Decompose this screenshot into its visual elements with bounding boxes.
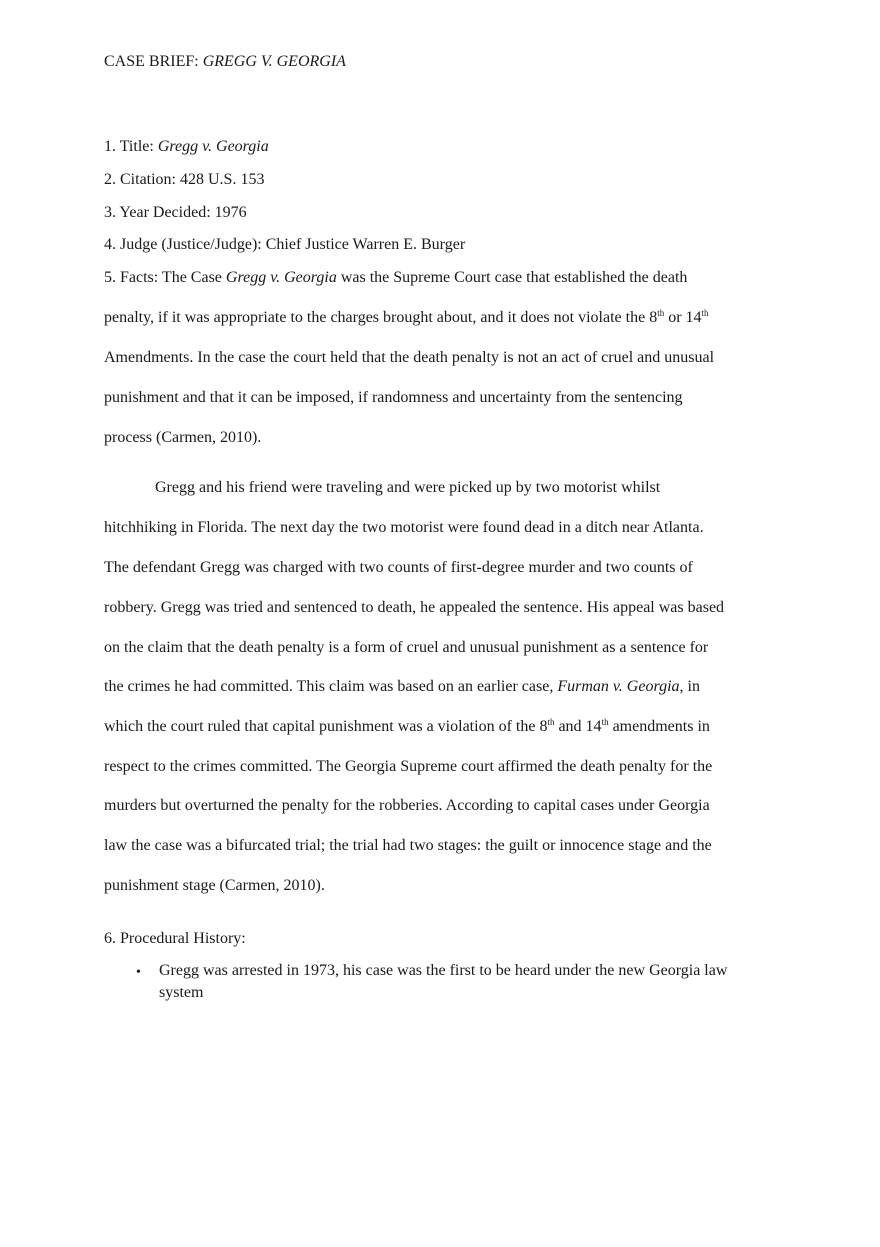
item-title	[104, 137, 269, 157]
para2-line-3: The defendant Gregg was charged with two counts of first-degree murder and two counts of	[104, 559, 693, 576]
para2-line-4: robbery. Gregg was tried and sentenced to death, he appealed the sentence. His appeal was based	[104, 599, 725, 616]
superscript: th	[601, 717, 609, 727]
procedural-heading: 6. Procedural History:	[104, 930, 246, 947]
header-case-name: GREGG V. GEORGIA	[202, 53, 346, 70]
facts-text: 5. Facts: The Case	[104, 269, 226, 286]
facts-text: penalty, if it was appropriate to the charges brought about, and it does not violate the 8	[104, 309, 658, 326]
facts-line-1	[104, 268, 687, 288]
item-citation: 2. Citation: 428 U.S. 153	[104, 171, 265, 188]
para2-line-2: hitchhiking in Florida. The next day the two motorist were found dead in a ditch near Atlanta.	[104, 519, 704, 536]
bullet-icon: •	[136, 965, 141, 980]
para2-line-10: law the case was a bifurcated trial; the trial had two stages: the guilt or innocence stage and the	[104, 837, 712, 854]
para2-line-5: on the claim that the death penalty is a form of cruel and unusual punishment as a sentence for	[104, 639, 709, 656]
para2-text: and 14	[554, 718, 602, 735]
superscript: th	[547, 717, 555, 727]
superscript: th	[657, 308, 665, 318]
para2-line-1: Gregg and his friend were traveling and were picked up by two motorist whilst	[155, 479, 661, 496]
para2-line-7	[104, 717, 710, 738]
facts-line-4: punishment and that it can be imposed, if randomness and uncertainty from the sentencing	[104, 389, 683, 406]
para2-line-9: murders but overturned the penalty for the robberies. According to capital cases under Georgia	[104, 797, 710, 814]
facts-line-5: process (Carmen, 2010).	[104, 429, 262, 446]
item-title-value: Gregg v. Georgia	[157, 138, 269, 155]
header-prefix: CASE BRIEF:	[104, 53, 203, 70]
para2-case-name: Furman v. Georgia	[557, 678, 680, 695]
item-title-label: 1. Title:	[104, 138, 158, 155]
facts-case-name: Gregg v. Georgia	[225, 269, 337, 286]
bullet-line-2: system	[159, 984, 204, 1001]
item-judge: 4. Judge (Justice/Judge): Chief Justice Warren E. Burger	[104, 236, 466, 253]
page-header	[104, 52, 346, 72]
para2-line-8: respect to the crimes committed. The Georgia Supreme court affirmed the death penalty for the	[104, 758, 713, 775]
superscript: th	[701, 308, 709, 318]
facts-text: was the Supreme Court case that established the death	[336, 269, 688, 286]
para2-line-6	[104, 677, 700, 697]
para2-text: which the court ruled that capital punishment was a violation of the 8	[104, 718, 548, 735]
para2-line-11: punishment stage (Carmen, 2010).	[104, 877, 325, 894]
facts-text: or 14	[664, 309, 702, 326]
facts-line-2	[104, 308, 709, 329]
item-year: 3. Year Decided: 1976	[104, 204, 247, 221]
bullet-line-1: Gregg was arrested in 1973, his case was the first to be heard under the new Georgia law	[159, 962, 728, 979]
facts-line-3: Amendments. In the case the court held that the death penalty is not an act of cruel and unusual	[104, 349, 715, 366]
para2-text: , in	[679, 678, 700, 695]
para2-text: the crimes he had committed. This claim was based on an earlier case,	[104, 678, 558, 695]
para2-text: amendments in	[608, 718, 710, 735]
